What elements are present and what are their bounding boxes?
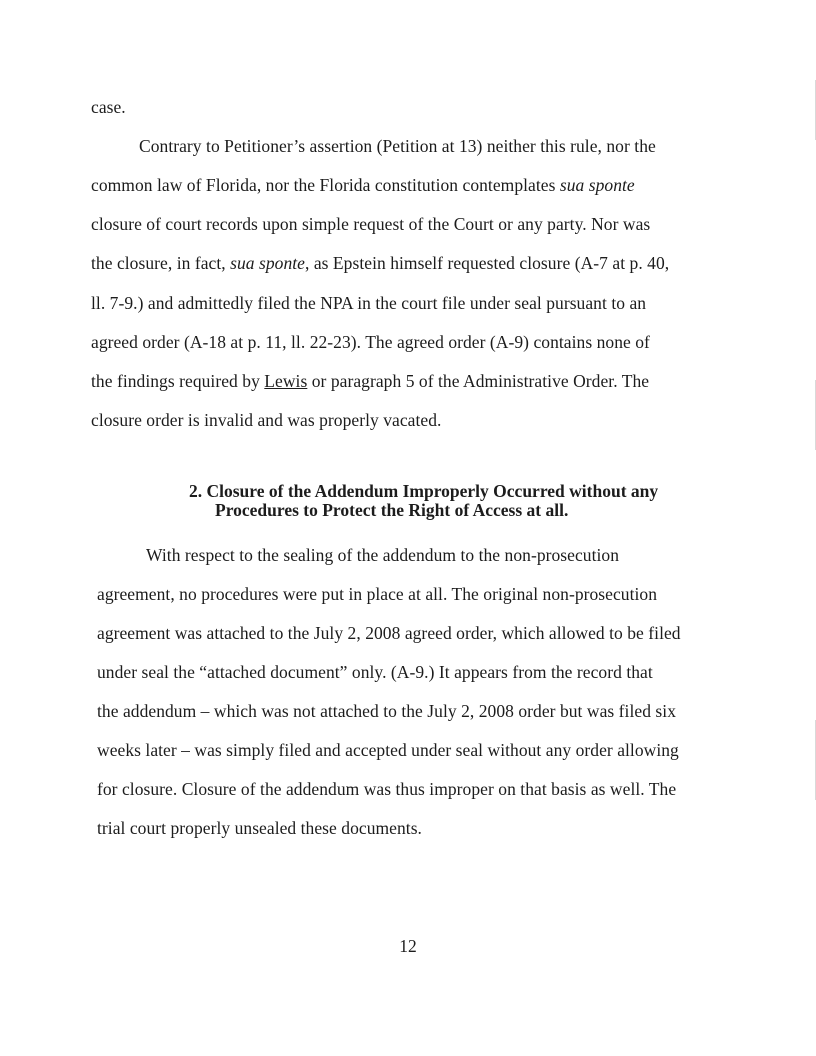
- section-heading-line-2: Procedures to Protect the Right of Access at all.: [215, 500, 569, 520]
- text-segment: case.: [91, 97, 126, 117]
- text-line: [97, 700, 676, 722]
- text-segment: , as Epstein himself requested closure (A-7 at p. 40,: [304, 253, 670, 273]
- text-line: [97, 622, 681, 644]
- text-segment: weeks later – was simply filed and accepted under seal without any order allowing: [97, 740, 679, 760]
- text-line: [97, 583, 657, 605]
- text-segment: agreement, no procedures were put in place at all. The original non-prosecution: [97, 584, 658, 604]
- text-segment: the addendum – which was not attached to the July 2, 2008 order but was filed six: [97, 701, 676, 721]
- text-line: [97, 739, 679, 761]
- text-segment: common law of Florida, nor the Florida constitution contemplates: [91, 175, 560, 195]
- text-line: [91, 370, 649, 392]
- text-segment: agreement was attached to the July 2, 2008 agreed order, which allowed to be filed: [97, 623, 681, 643]
- text-line: [91, 331, 650, 353]
- text-segment: the closure, in fact,: [91, 253, 231, 273]
- text-line: [91, 252, 669, 274]
- text-line: [97, 778, 676, 800]
- text-line: [97, 661, 653, 683]
- text-line: [146, 544, 619, 566]
- text-line: [97, 817, 422, 839]
- italic-text: sua sponte: [559, 175, 635, 195]
- italic-text: sua sponte: [230, 253, 305, 273]
- section-heading-line-1: 2. Closure of the Addendum Improperly Occurred without any: [189, 481, 659, 501]
- text-segment: With respect to the sealing of the addendum to the non-prosecution: [146, 545, 620, 565]
- page-number: 12: [399, 936, 417, 956]
- text-line: [91, 96, 126, 118]
- text-segment: closure of court records upon simple request of the Court or any party. Nor was: [91, 214, 651, 234]
- text-segment: for closure. Closure of the addendum was thus improper on that basis as well. The: [97, 779, 677, 799]
- text-line: [91, 409, 441, 431]
- text-segment: under seal the “attached document” only. (A-9.) It appears from the record that: [97, 662, 653, 682]
- text-segment: agreed order (A-18 at p. 11, ll. 22-23). The agreed order (A-9) contains none of: [91, 332, 650, 352]
- text-segment: Contrary to Petitioner’s assertion (Petition at 13) neither this rule, nor the: [139, 136, 656, 156]
- text-segment: or paragraph 5 of the Administrative Order. The: [307, 371, 650, 391]
- text-segment: the findings required by: [91, 371, 265, 391]
- text-segment: closure order is invalid and was properly vacated.: [91, 410, 442, 430]
- text-line: [91, 292, 646, 314]
- text-segment: ll. 7-9.) and admittedly filed the NPA in the court file under seal pursuant to an: [91, 293, 647, 313]
- text-segment: trial court properly unsealed these documents.: [97, 818, 422, 838]
- text-line: [91, 174, 635, 196]
- case-citation: Lewis: [264, 371, 308, 391]
- text-line: [139, 135, 656, 157]
- text-line: [91, 213, 650, 235]
